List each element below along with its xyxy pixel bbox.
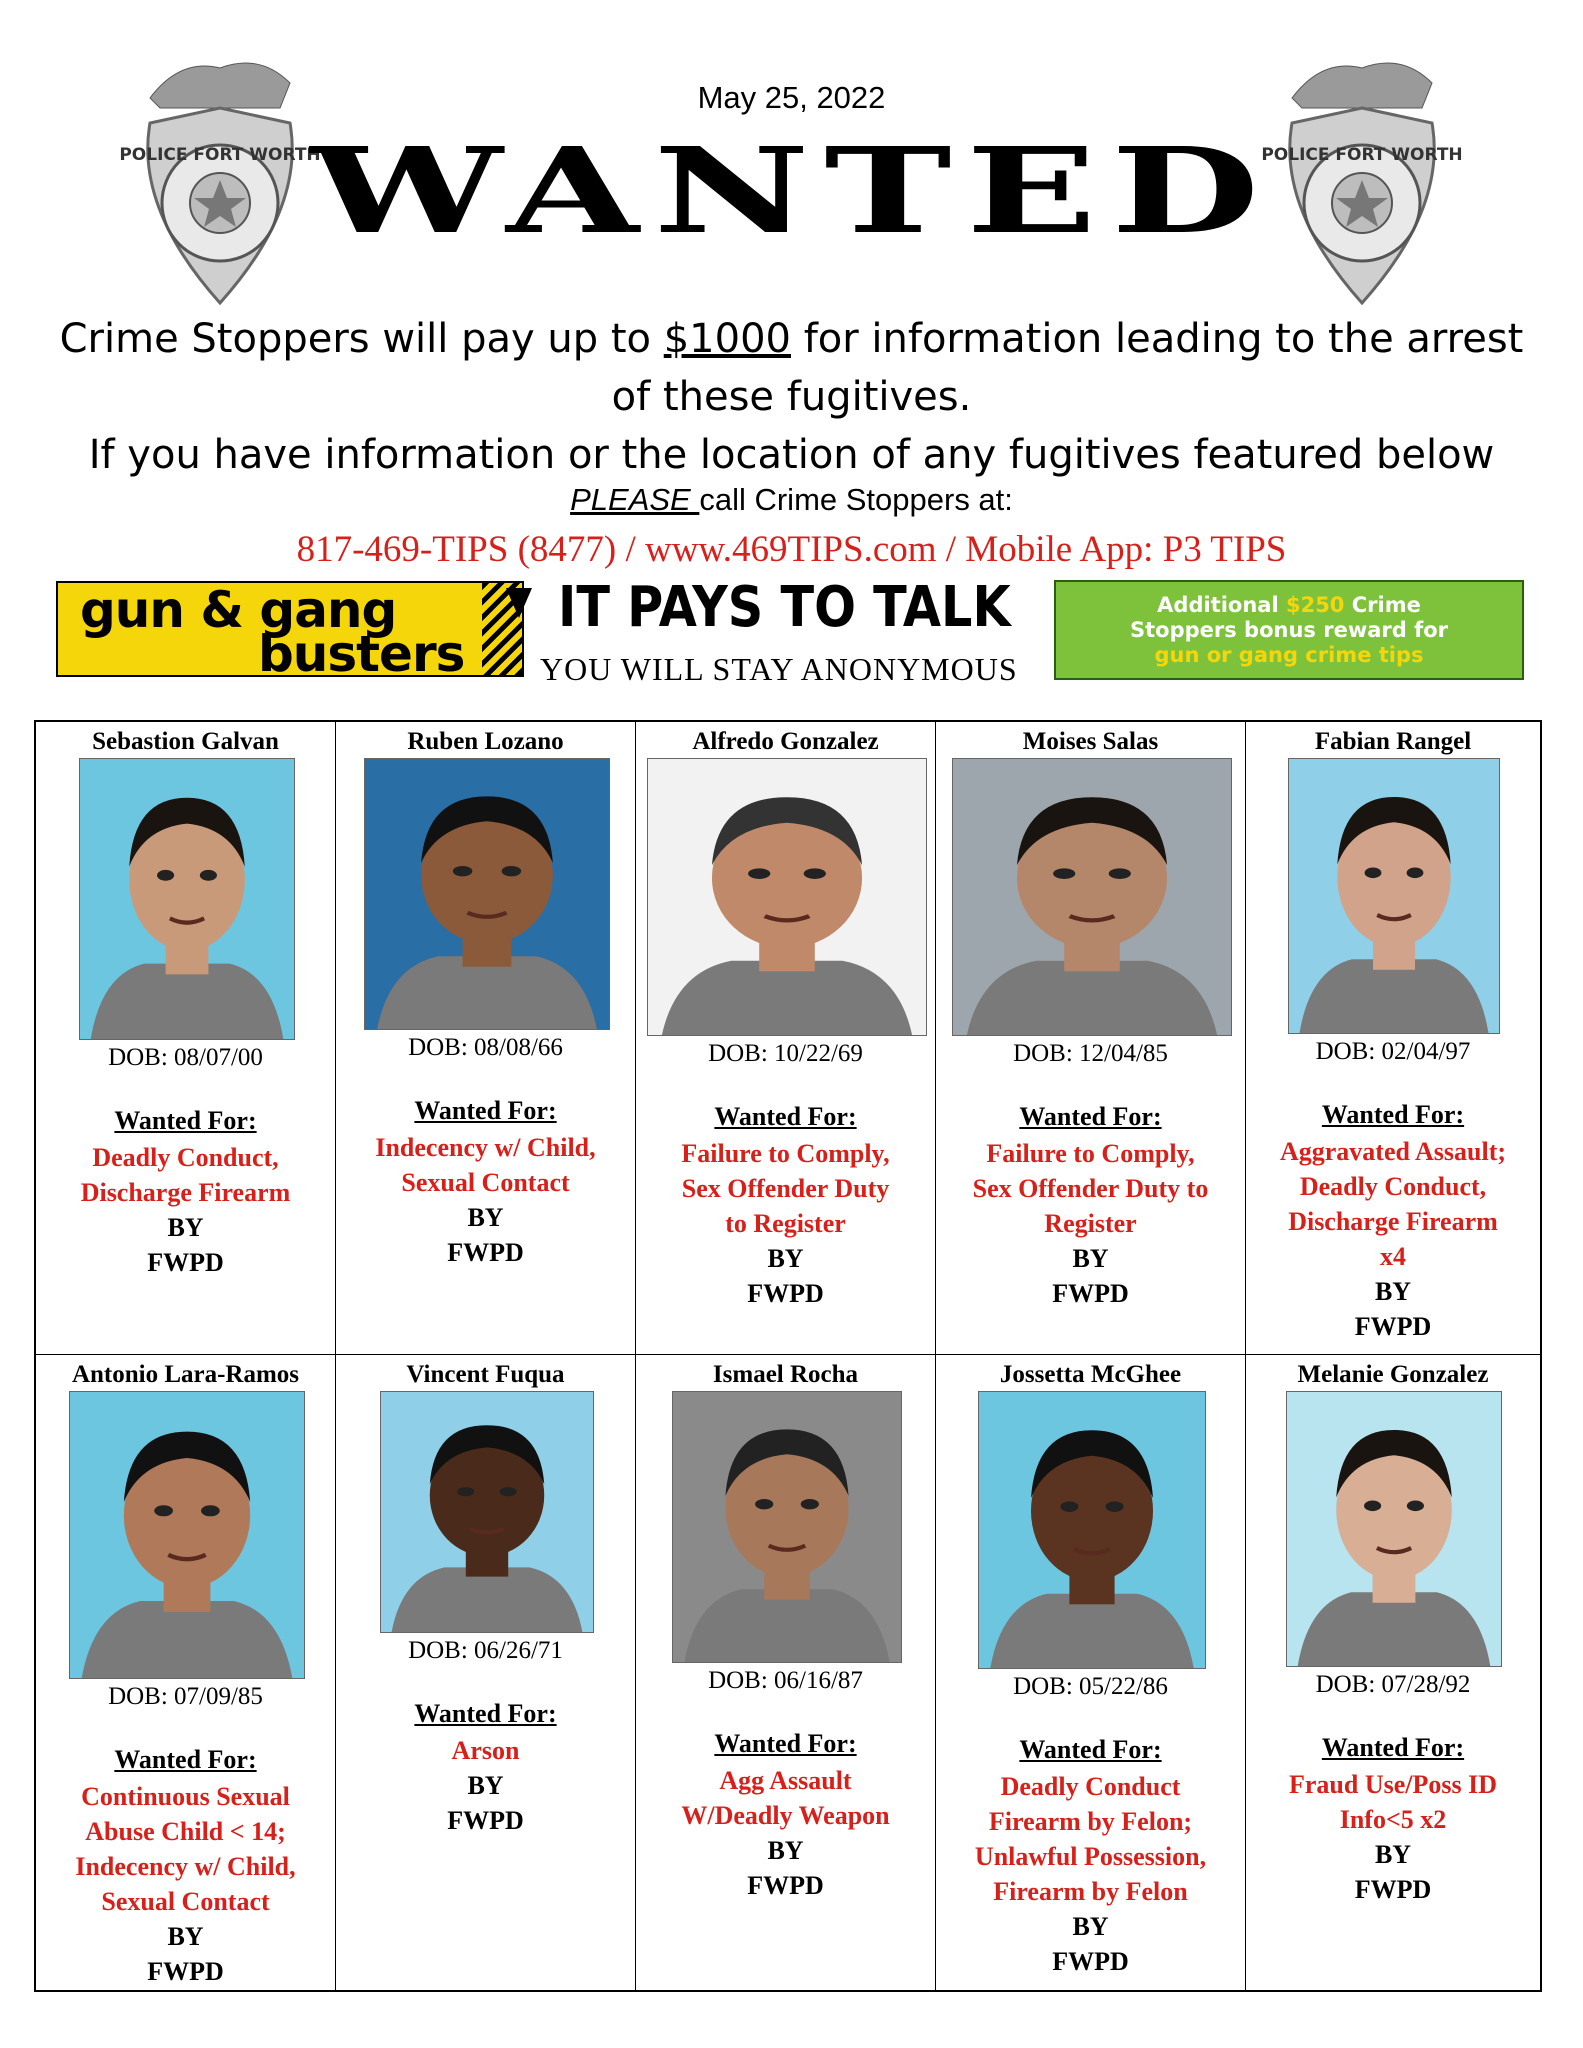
fugitive-card bbox=[636, 722, 936, 1355]
gun-gang-busters-logo: gun & gang busters bbox=[56, 581, 524, 677]
by-label: BY bbox=[1072, 1912, 1109, 1941]
charges bbox=[936, 1769, 1245, 1979]
charge-line: Continuous Sexual bbox=[81, 1782, 290, 1811]
fugitive-grid bbox=[34, 720, 1542, 1992]
fugitive-name: Jossetta McGhee bbox=[999, 1361, 1182, 1388]
stay-anonymous: YOU WILL STAY ANONYMOUS bbox=[540, 651, 1018, 687]
fugitive-name: Antonio Lara-Ramos bbox=[71, 1361, 300, 1388]
fugitive-card bbox=[636, 1355, 936, 1992]
fugitive-dob: DOB: 07/09/85 bbox=[108, 1683, 263, 1710]
charges bbox=[1246, 1767, 1540, 1907]
by-label: BY bbox=[167, 1922, 204, 1951]
fugitive-dob: DOB: 12/04/85 bbox=[1013, 1040, 1168, 1067]
fugitive-photo bbox=[364, 758, 610, 1030]
agency-label: FWPD bbox=[1052, 1279, 1129, 1308]
fugitive-card bbox=[336, 1355, 636, 1992]
fugitive-dob: DOB: 08/07/00 bbox=[108, 1044, 263, 1071]
contact-info: 817-469-TIPS (8477) / www.469TIPS.com / Mobile App: P3 TIPS bbox=[296, 529, 1287, 570]
fugitive-photo bbox=[978, 1391, 1206, 1669]
badge-text-left: POLICE FORT WORTH bbox=[120, 145, 320, 165]
fugitive-photo bbox=[380, 1391, 594, 1633]
charge-line: Info<5 x2 bbox=[1339, 1805, 1447, 1834]
by-label: BY bbox=[1374, 1277, 1412, 1306]
by-label: BY bbox=[467, 1203, 504, 1232]
wanted-for-label: Wanted For: bbox=[114, 1106, 257, 1135]
by-label: BY bbox=[467, 1771, 504, 1800]
fugitive-card bbox=[1246, 1355, 1540, 1992]
charge-line: Register bbox=[1044, 1209, 1137, 1238]
charge-line: Aggravated Assault; bbox=[1279, 1137, 1507, 1166]
fugitive-photo bbox=[1286, 1391, 1502, 1667]
fugitive-photo bbox=[69, 1391, 305, 1679]
fugitive-photo bbox=[79, 758, 295, 1040]
fugitive-dob: DOB: 02/04/97 bbox=[1315, 1038, 1471, 1065]
fugitive-name: Fabian Rangel bbox=[1314, 728, 1472, 755]
fugitive-dob: DOB: 05/22/86 bbox=[1013, 1673, 1168, 1700]
reward-amount: $1000 bbox=[663, 316, 791, 362]
triangle-icon bbox=[506, 588, 532, 618]
bonus-reward-box: Additional $250 Crime Stoppers bonus reward for gun or gang crime tips bbox=[1054, 580, 1524, 680]
charges bbox=[36, 1779, 335, 1989]
charge-line: to Register bbox=[725, 1209, 846, 1238]
charge-line: Arson bbox=[451, 1736, 520, 1765]
fugitive-photo bbox=[647, 758, 927, 1036]
wanted-title: WANTED bbox=[310, 121, 1274, 260]
fugitive-dob: DOB: 08/08/66 bbox=[408, 1034, 563, 1061]
charge-line: Indecency w/ Child, bbox=[375, 1133, 596, 1162]
fugitive-dob: DOB: 07/28/92 bbox=[1315, 1671, 1471, 1698]
fugitive-dob: DOB: 06/26/71 bbox=[408, 1637, 563, 1664]
fugitive-name: Ismael Rocha bbox=[712, 1361, 859, 1388]
fugitive-photo bbox=[1288, 758, 1500, 1034]
please-call-line: PLEASE call Crime Stoppers at: bbox=[570, 482, 1013, 517]
charge-line: Sex Offender Duty bbox=[681, 1174, 890, 1203]
by-label: BY bbox=[767, 1836, 804, 1865]
wanted-for-label: Wanted For: bbox=[1019, 1735, 1162, 1764]
charges bbox=[336, 1130, 635, 1270]
reward-line: Crime Stoppers will pay up to $1000 for information leading to the arrest bbox=[59, 316, 1524, 362]
it-pays-to-talk: IT PAYS TO TALK bbox=[558, 575, 1011, 640]
fugitive-card bbox=[936, 1355, 1246, 1992]
charge-line: Firearm by Felon; bbox=[988, 1807, 1193, 1836]
charge-line: Indecency w/ Child, bbox=[75, 1852, 296, 1881]
wanted-for-label: Wanted For: bbox=[414, 1096, 557, 1125]
fugitive-name: Melanie Gonzalez bbox=[1297, 1361, 1489, 1388]
charges bbox=[936, 1136, 1245, 1311]
badge-text-right: POLICE FORT WORTH bbox=[1262, 145, 1462, 165]
charge-line: Deadly Conduct, bbox=[1299, 1172, 1487, 1201]
charge-line: x4 bbox=[1380, 1242, 1406, 1271]
fugitive-card bbox=[1246, 722, 1540, 1355]
fugitive-card bbox=[36, 722, 336, 1355]
charges bbox=[1246, 1134, 1540, 1344]
charge-line: Failure to Comply, bbox=[681, 1139, 890, 1168]
fugitive-name: Ruben Lozano bbox=[407, 728, 564, 755]
charge-line: Deadly Conduct bbox=[1000, 1772, 1181, 1801]
fugitive-name: Moises Salas bbox=[1022, 728, 1159, 755]
agency-label: FWPD bbox=[747, 1871, 824, 1900]
charge-line: Fraud Use/Poss ID bbox=[1288, 1770, 1497, 1799]
charge-line: Failure to Comply, bbox=[986, 1139, 1195, 1168]
charge-line: Agg Assault bbox=[719, 1766, 852, 1795]
fugitive-card bbox=[36, 1355, 336, 1992]
agency-label: FWPD bbox=[1052, 1947, 1129, 1976]
agency-label: FWPD bbox=[147, 1957, 224, 1986]
agency-label: FWPD bbox=[447, 1806, 524, 1835]
wanted-for-label: Wanted For: bbox=[414, 1699, 557, 1728]
wanted-for-label: Wanted For: bbox=[1321, 1733, 1465, 1762]
wanted-for-label: Wanted For: bbox=[1321, 1100, 1465, 1129]
agency-label: FWPD bbox=[147, 1248, 224, 1277]
charge-line: Sex Offender Duty to bbox=[972, 1174, 1209, 1203]
agency-label: FWPD bbox=[747, 1279, 824, 1308]
charge-line: Deadly Conduct, bbox=[92, 1143, 279, 1172]
charge-line: Sexual Contact bbox=[401, 1168, 570, 1197]
wanted-for-label: Wanted For: bbox=[714, 1102, 857, 1131]
by-label: BY bbox=[767, 1244, 804, 1273]
fugitive-photo bbox=[672, 1391, 902, 1663]
charge-line: W/Deadly Weapon bbox=[681, 1801, 890, 1830]
charges bbox=[636, 1763, 935, 1903]
charge-line: Abuse Child < 14; bbox=[85, 1817, 286, 1846]
agency-label: FWPD bbox=[1354, 1875, 1432, 1904]
charge-line: Unlawful Possession, bbox=[974, 1842, 1207, 1871]
fugitive-dob: DOB: 10/22/69 bbox=[708, 1040, 863, 1067]
fugitive-card bbox=[936, 722, 1246, 1355]
agency-label: FWPD bbox=[447, 1238, 524, 1267]
fugitive-name: Alfredo Gonzalez bbox=[692, 728, 879, 755]
wanted-for-label: Wanted For: bbox=[114, 1745, 257, 1774]
wanted-for-label: Wanted For: bbox=[714, 1729, 857, 1758]
charge-line: Discharge Firearm bbox=[1288, 1207, 1498, 1236]
fugitive-photo bbox=[952, 758, 1232, 1036]
charges bbox=[36, 1140, 335, 1280]
by-label: BY bbox=[1072, 1244, 1109, 1273]
poster-date: May 25, 2022 bbox=[697, 80, 886, 115]
by-label: BY bbox=[1374, 1840, 1412, 1869]
fugitive-card bbox=[336, 722, 636, 1355]
agency-label: FWPD bbox=[1354, 1312, 1432, 1341]
by-label: BY bbox=[167, 1213, 204, 1242]
fugitive-name: Sebastion Galvan bbox=[92, 728, 279, 755]
fugitive-dob: DOB: 06/16/87 bbox=[708, 1667, 863, 1694]
reward-line-2: of these fugitives. bbox=[611, 374, 972, 420]
charge-line: Discharge Firearm bbox=[80, 1178, 291, 1207]
wanted-for-label: Wanted For: bbox=[1019, 1102, 1162, 1131]
charge-line: Firearm by Felon bbox=[993, 1877, 1188, 1906]
fugitive-name: Vincent Fuqua bbox=[406, 1361, 565, 1388]
info-line: If you have information or the location of any fugitives featured below bbox=[88, 432, 1495, 478]
charges bbox=[336, 1733, 635, 1838]
charge-line: Sexual Contact bbox=[101, 1887, 270, 1916]
charges bbox=[636, 1136, 935, 1311]
